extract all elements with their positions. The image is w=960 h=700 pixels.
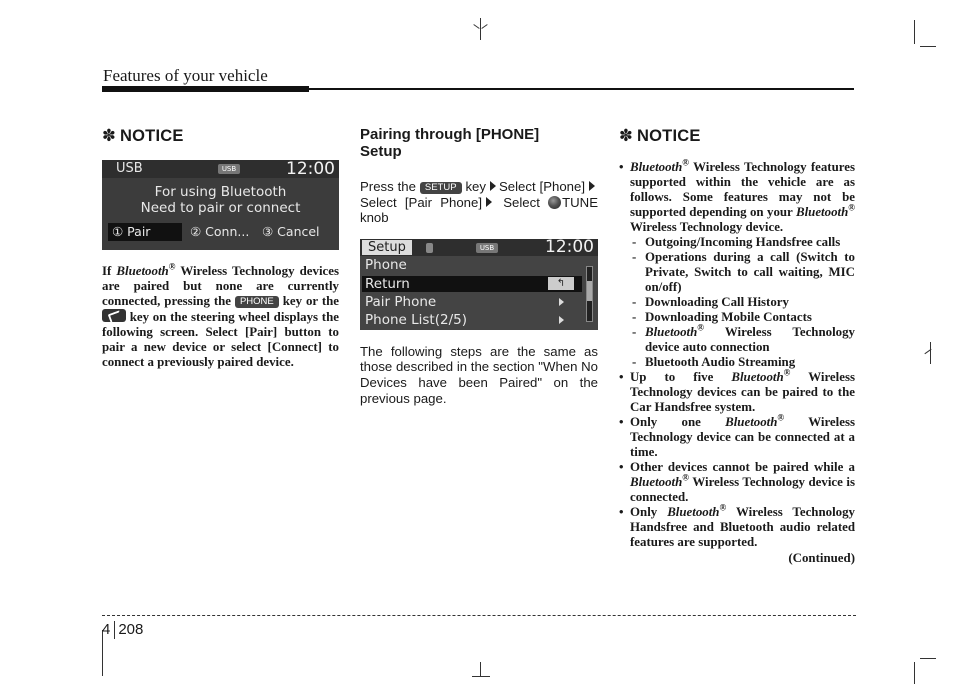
tune-knob-icon [548,196,561,209]
sub-list-item: - Downloading Call History [632,295,789,309]
arrow-right-icon [559,298,564,306]
sub-list-item: - Bluetooth® Wireless Technology device auto connection [632,322,855,354]
arrow-right-icon [490,181,496,191]
clock: 12:00 [286,160,335,179]
header-rule [102,88,854,90]
list-item: • Other devices cannot be paired while a Bluetooth® Wireless Technology device is connected. [619,460,855,504]
notice-star-icon: ✽ [619,127,634,145]
column-middle [360,126,598,406]
crop-mark [914,662,915,684]
clock: 12:00 [545,238,594,257]
sub-list-item: - Operations during a call (Switch to Private, Switch to call waiting, MIC on/off) [632,250,855,294]
usb-icon: USB [218,164,240,174]
menu-item-return[interactable]: Return ↰ [362,276,582,292]
pairing-instructions: Press the SETUP key Select [Phone]Select [Pair Phone] Select TUNE knob [360,179,598,226]
pair-button[interactable]: ① Pair [108,223,182,241]
setup-key-icon: SETUP [420,182,462,194]
sub-list-item: - Bluetooth Audio Streaming [632,355,796,369]
arrow-right-icon [559,316,564,324]
crop-mark [480,18,481,40]
scrollbar[interactable] [586,266,593,322]
crop-mark [473,24,479,29]
bluetooth-icon [426,243,433,253]
sub-list-item: - Downloading Mobile Contacts [632,310,812,324]
crop-mark [472,676,490,677]
phone-key-icon: PHONE [235,296,279,308]
setup-tab: Setup [362,240,412,255]
cancel-button[interactable]: ③ Cancel [262,224,320,239]
menu-item-phone-list[interactable]: Phone List(2/5) [362,312,582,328]
sub-list-item: - Outgoing/Incoming Handsfree calls [632,235,841,249]
notice-heading: ✽ NOTICE [102,127,184,145]
setup-phone-screen [360,239,598,330]
crop-mark [914,20,915,44]
crop-mark [480,662,481,676]
return-icon: ↰ [548,277,574,290]
column-right [619,126,855,566]
notice-heading: ✽ NOTICE [619,127,701,145]
crop-mark [920,46,936,47]
usb-icon: USB [476,243,498,253]
screen-message: For using Bluetooth Need to pair or connect [140,184,301,216]
bluetooth-pair-screen [102,160,339,250]
continued-label: (Continued) [788,551,855,565]
connect-button[interactable]: ② Conn... [190,224,250,239]
menu-header-phone: Phone [365,256,407,273]
notice-list [619,157,855,566]
list-item: • Up to five Bluetooth® Wireless Technology devices can be paired to the Car Handsfree system. [619,367,855,414]
source-label: USB [116,161,143,176]
arrow-right-icon [486,197,492,207]
running-header: Features of your vehicle [103,66,268,85]
list-item: • Only Bluetooth® Wireless Technology Handsfree and Bluetooth audio related features are supported. [619,502,855,549]
column-left [102,126,339,370]
page-number-separator [114,621,115,639]
footer-rule [102,615,856,616]
notice-paragraph: If Bluetooth® Wireless Technology devices are paired but none are currently connected, pressing the PHONE key or the key on the steering wheel displays the following screen. Select [Pair] button to pair a new device or select [Connect] to connect a previously paired device. [102,261,339,369]
notice-star-icon: ✽ [102,127,117,145]
call-key-icon [102,309,126,322]
list-item: • Bluetooth® Wireless Technology features supported within the vehicle are as follows. Some features may not be supported depending on your Bluetooth® Wireless Technology device. [619,157,855,234]
page-number: 4 208 [102,621,144,638]
section-title: Pairing through [PHONE] Setup [360,126,540,160]
crop-mark [930,342,931,364]
crop-mark [920,658,936,659]
screen-button-row [102,223,339,241]
list-item: • Only one Bluetooth® Wireless Technology device can be connected at a time. [619,412,855,459]
menu-item-pair-phone[interactable]: Pair Phone [362,294,582,310]
arrow-right-icon [589,181,595,191]
crop-mark [481,24,487,29]
following-steps-paragraph: The following steps are the same as those described in the section "When No Devices have been Paired" on the previous page. [360,343,598,406]
